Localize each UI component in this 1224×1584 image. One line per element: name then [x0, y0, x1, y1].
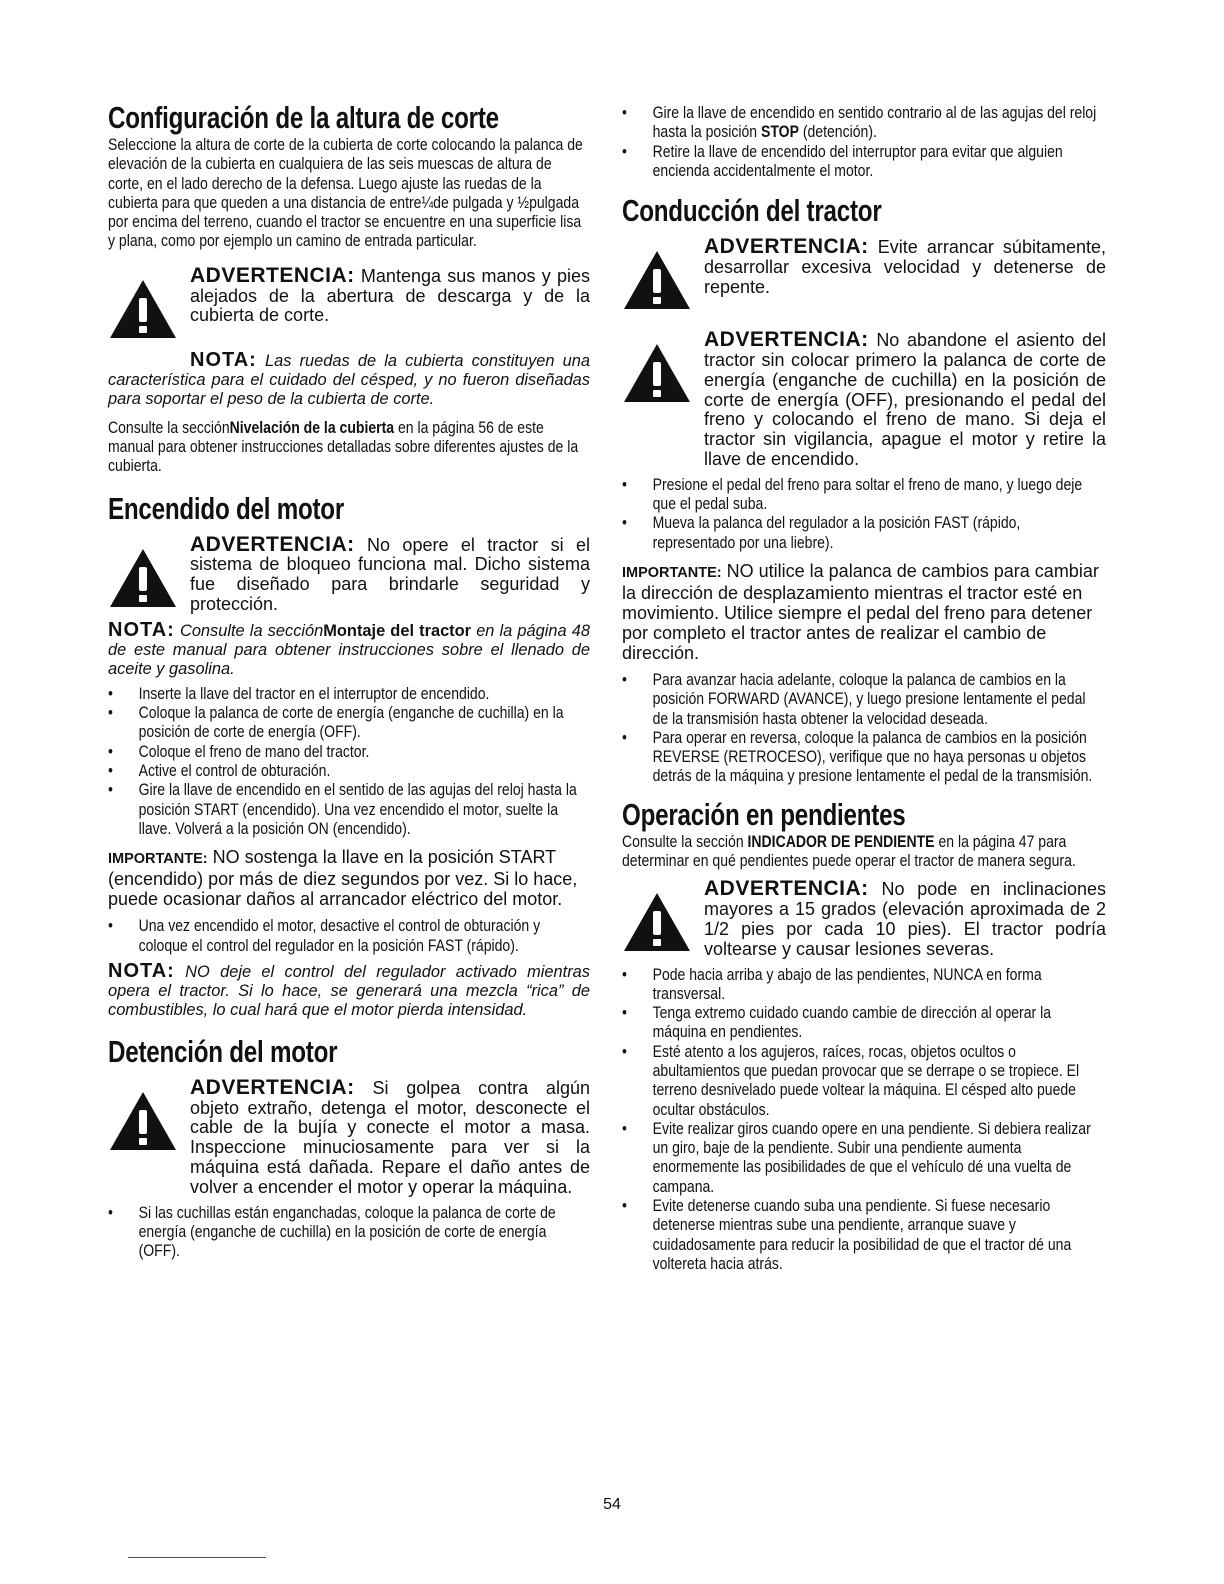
stop-bullets — [622, 104, 1104, 181]
list-item: • Para operar en reversa, coloque la palanca de cambios en la posición REVERSE (RETROCESO), verifique que no haya personas u objetos detrás de la máquina y presione lentamente el pedal de la transmisión. — [622, 729, 1104, 787]
encendido-warning — [108, 532, 590, 615]
encendido-bullets-2 — [108, 917, 590, 956]
list-item: • Esté atento a los agujeros, raíces, rocas, objetos ocultos o abultamientos que puedan provocar que se derrape o se tropiece. El terreno desnivelado puede voltear la máquina. El césped alto puede ocultar obstáculos. — [622, 1043, 1104, 1120]
list-item — [622, 104, 1104, 143]
consult-pre: Consulte la sección — [108, 418, 230, 437]
warning-icon — [108, 1078, 180, 1198]
warning-label: ADVERTENCIA: — [190, 532, 355, 556]
encendido-bullets — [108, 685, 590, 839]
warning-icon — [108, 266, 180, 345]
detencion-bullets — [108, 1204, 590, 1262]
nota-label: NOTA: — [108, 618, 175, 641]
nota-label: NOTA: — [108, 959, 175, 982]
left-column — [108, 100, 590, 1268]
warning-icon — [622, 330, 694, 470]
config-warning — [108, 263, 590, 345]
importante-label: IMPORTANTE: — [622, 564, 722, 581]
warning-label: ADVERTENCIA: — [190, 263, 355, 287]
list-item: • Pode hacia arriba y abajo de las pendientes, NUNCA en forma transversal. — [622, 966, 1104, 1005]
pendientes-body — [622, 833, 1104, 872]
section-title-pendientes: Operación en pendientes — [622, 796, 906, 832]
nota-label: NOTA: — [190, 348, 257, 371]
config-consult — [108, 419, 590, 477]
nota-post: en la página 48 de este manual para obtener instrucciones sobre el llenado de aceite y gasolina. — [108, 621, 591, 678]
bullet-bold: STOP — [760, 123, 799, 142]
section-title-encendido: Encendido del motor — [108, 490, 345, 526]
detencion-warning — [108, 1075, 590, 1198]
list-item: • Evite realizar giros cuando opere en una pendiente. Si debiera realizar un giro, baje de la pendiente. Subir una pendiente aumenta enormemente las posibilidades de que el vehículo dé una vuelta de campana. — [622, 1120, 1104, 1197]
warning-icon — [622, 879, 694, 959]
list-item: • Tenga extremo cuidado cuando cambie de dirección al operar la máquina en pendientes. — [622, 1004, 1104, 1043]
warning-icon — [622, 237, 694, 316]
importante-text: NO utilice la palanca de cambios para cambiar la dirección de desplazamiento mientras el tractor esté en movimiento. Utilice siempre el pedal del freno para detener por completo el tractor antes de realizar el cambio de dirección. — [622, 560, 1099, 663]
body-post: en la página 47 para determinar en qué pendientes puede operar el tractor de manera segura. — [622, 832, 1076, 871]
importante-label: IMPORTANTE: — [108, 851, 208, 868]
warning-label: ADVERTENCIA: — [190, 1075, 355, 1099]
nota-text: Las ruedas de la cubierta constituyen una característica para el cuidado del césped, y no fueron diseñadas para soportar el peso de la cubierta de corte. — [108, 351, 590, 408]
list-item: • Una vez encendido el motor, desactive el control de obturación y coloque el control del regulador en la posición FAST (rápido). — [108, 917, 590, 956]
pendientes-bullets — [622, 966, 1104, 1275]
config-nota — [108, 348, 590, 409]
conduccion-bullets-2 — [622, 671, 1104, 787]
list-item: • Mueva la palanca del regulador a la posición FAST (rápido, representado por una liebre). — [622, 514, 1104, 553]
bullet-pre: Gire la llave de encendido en sentido contrario al de las agujas del reloj hasta la posición — [652, 104, 1097, 142]
warning-text: No opere el tractor si el sistema de bloqueo funciona mal. Dicho sistema fue diseñado para brindarle seguridad y protección. — [190, 534, 590, 615]
footer-rule — [128, 1557, 266, 1558]
bullet-post: (detención). — [802, 123, 877, 142]
list-item: • Para avanzar hacia adelante, coloque la palanca de cambios en la posición FORWARD (AVANCE), y luego presione lentamente el pedal de la transmisión hasta obtener la velocidad deseada. — [622, 671, 1104, 729]
nota-text: NO deje el control del regulador activado mientras opera el tractor. Si lo hace, se generará una mezcla “rica” de combustibles, lo cual hará que el motor pierda intensidad. — [108, 962, 590, 1019]
body-bold: INDICADOR DE PENDIENTE — [747, 832, 935, 851]
pendientes-warning — [622, 879, 1106, 959]
list-item: • Presione el pedal del freno para soltar el freno de mano, y luego deje que el pedal suba. — [622, 476, 1104, 515]
nota-pre: Consulte la sección — [179, 621, 324, 640]
encendido-nota — [108, 618, 591, 679]
right-column — [622, 100, 1106, 1280]
warning-text: Mantenga sus manos y pies alejados de la abertura de descarga y de la cubierta de corte. — [190, 265, 590, 326]
list-item: • Evite detenerse cuando suba una pendiente. Si fuese necesario detenerse mientras sube una pendiente, arranque suave y cuidadosamente para reducir la posibilidad de que el tractor dé una voltereta hacia atrás. — [622, 1197, 1104, 1274]
warning-text: Si golpea contra algún objeto extraño, detenga el motor, desconecte el cable de la bujía y conecte el motor a masa. Inspeccione minuciosamente para ver si la máquina está dañada. Repare el daño antes de volver a encender el motor y operar la máquina. — [190, 1077, 590, 1197]
list-item: • Gire la llave de encendido en el sentido de las agujas del reloj hasta la posición START (encendido). Una vez encendido el motor, suelte la llave. Volverá a la posición ON (encendido). — [108, 781, 590, 839]
warning-label: ADVERTENCIA: — [704, 235, 869, 259]
conduccion-bullets — [622, 476, 1104, 553]
conduccion-importante — [622, 561, 1106, 663]
section-title-conduccion: Conducción del tractor — [622, 193, 882, 229]
conduccion-warning-1 — [622, 237, 1106, 316]
consult-bold: Nivelación de la cubierta — [229, 418, 395, 437]
page-number: 54 — [603, 1496, 621, 1513]
warning-text: No abandone el asiento del tractor sin colocar primero la palanca de corte de energía (enganche de cuchilla) en la posición de corte de energía (OFF), presionando el pedal del freno y colocando el freno de mano. Si deja el tractor sin vigilancia, apague el motor y retire la llave de encendido. — [704, 330, 1106, 469]
list-item: • Coloque el freno de mano del tractor. — [108, 743, 590, 762]
consult-post: en la página 56 de este manual para obtener instrucciones detalladas sobre diferentes ajustes de la cubierta. — [108, 418, 579, 476]
warning-label: ADVERTENCIA: — [704, 328, 869, 352]
nota-bold: Montaje del tractor — [323, 621, 472, 640]
warning-text: No pode en inclinaciones mayores a 15 grados (elevación aproximada de 2 1/2 pies por cada 10 pies). El tractor podría voltearse y causar lesiones severas. — [704, 879, 1106, 959]
list-item: • Si las cuchillas están enganchadas, coloque la palanca de corte de energía (enganche de cuchilla) en la posición de corte de energía (OFF). — [108, 1204, 590, 1262]
section-title-detencion: Detención del motor — [108, 1033, 338, 1069]
conduccion-warning-2 — [622, 330, 1106, 470]
list-item: • Coloque la palanca de corte de energía (enganche de cuchilla) en la posición de corte de energía (OFF). — [108, 704, 590, 743]
config-body: Seleccione la altura de corte de la cubierta de corte colocando la palanca de elevación de la cubierta en cualquiera de las seis muescas de altura de corte, en el lado derecho de la defensa. Luego ajuste las ruedas de la cubierta para que queden a una distancia de entre¼de pulgada y ½pulgada por encima del terreno, cuando el tractor se encuentre en una superficie lisa y plana, como por ejemplo un camino de entrada particular. — [108, 136, 583, 251]
encendido-nota-2 — [108, 959, 590, 1020]
warning-label: ADVERTENCIA: — [704, 877, 869, 901]
importante-text: NO sostenga la llave en la posición START (encendido) por más de diez segundos por vez. Si lo hace, puede ocasionar daños al arrancador eléctrico del motor. — [108, 847, 578, 910]
list-item: • Active el control de obturación. — [108, 762, 590, 781]
section-title-config: Configuración de la altura de corte — [108, 100, 499, 135]
list-item: • Inserte la llave del tractor en el interruptor de encendido. — [108, 685, 590, 704]
encendido-importante — [108, 847, 590, 909]
list-item: • Retire la llave de encendido del interruptor para evitar que alguien encienda accidentalmente el motor. — [622, 143, 1104, 182]
warning-icon — [108, 535, 180, 615]
body-pre: Consulte la sección — [622, 832, 744, 851]
warning-text: Evite arrancar súbitamente, desarrollar excesiva velocidad y detenerse de repente. — [704, 237, 1106, 297]
